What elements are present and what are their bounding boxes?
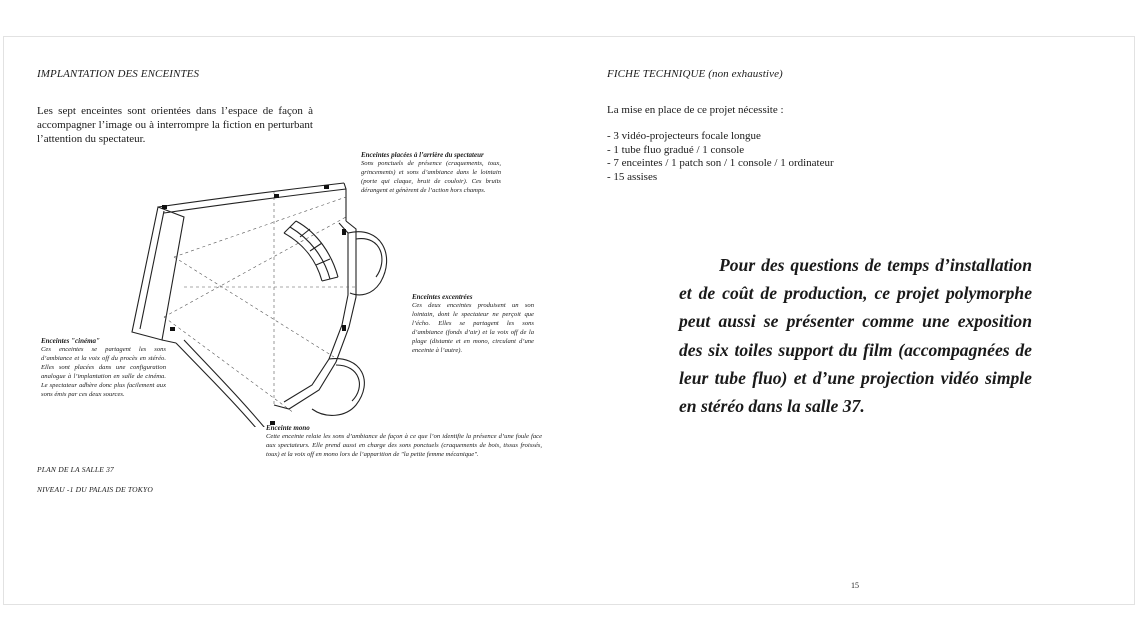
right-heading	[607, 68, 783, 80]
annotation-cinema-title: Enceintes "cinéma"	[41, 337, 100, 345]
floor-plan-drawing	[124, 177, 414, 427]
speaker-2	[274, 194, 279, 198]
caption-level: NIVEAU -1 DU PALAIS DE TOKYO	[37, 485, 153, 494]
speaker-1	[162, 205, 167, 209]
annotation-rear	[361, 151, 501, 195]
speaker-6	[170, 327, 175, 331]
annotation-rear-text: Sons ponctuels de présence (craquements, toux, grincements) et sons d’ambiance dans le lointain (porte qui claque, bruit de couloir). Ces bruits dérangent et génèrent de l’action hors champs.	[361, 160, 501, 194]
right-heading-note: (non exhaustive)	[708, 68, 783, 80]
right-intro: La mise en place de ce projet nécessite :	[607, 104, 784, 116]
caption-plan: PLAN DE LA SALLE 37	[37, 465, 115, 474]
annotation-offset-text: Ces deux enceintes produisent un son lointain, dont le spectateur ne perçoit que l’écho. Elles se partagent les sons d’ambiance (fonds d’air) et la voix off de la plage (distante et en mono, circulant d’une enceinte à l’autre).	[412, 302, 534, 354]
annotation-cinema-text: Ces enceintes se partagent les sons d’ambiance et la voix off du procès en stéréo. Elles sont placées dans une configuration analogue à l’implantation en salle de cinéma. Le spectateur adhère donc plus facilement aux sons émis par ces deux sources.	[41, 346, 166, 398]
annotation-mono-title: Enceinte mono	[266, 424, 310, 432]
speaker-5	[342, 325, 346, 331]
equipment-item: - 1 tube fluo gradué / 1 console	[607, 143, 745, 156]
speaker-4	[342, 229, 346, 235]
speaker-3	[324, 185, 329, 189]
left-heading: IMPLANTATION DES ENCEINTES	[37, 68, 200, 80]
right-heading-title: FICHE TECHNIQUE	[607, 68, 706, 80]
page-number: 15	[851, 581, 859, 590]
book-spread	[3, 36, 1135, 605]
left-intro: Les sept enceintes sont orientées dans l’espace de façon à accompagner l’image ou à interrompre la fiction en perturbant l’attention du spectateur.	[37, 105, 313, 145]
plan-alcove-top	[348, 232, 387, 295]
plan-alcove-bottom	[312, 359, 364, 416]
equipment-item: - 3 vidéo-projecteurs focale longue	[607, 130, 761, 142]
annotation-mono	[266, 424, 542, 459]
equipment-item: - 15 assises	[607, 170, 658, 183]
annotation-offset	[412, 293, 534, 355]
equipment-list	[607, 130, 907, 184]
annotation-offset-title: Enceintes excentrées	[412, 293, 473, 301]
annotation-rear-title: Enceintes placées à l’arrière du spectateur	[361, 151, 484, 159]
annotation-cinema	[41, 337, 166, 399]
plan-left-wall	[132, 207, 184, 340]
annotation-mono-text: Cette enceinte relaie les sons d’ambiance de façon à ce que l’on identifie la présence d’une foule face aux spectateurs. Elle prend aussi en charge des sons ponctuels (craquements de bois, tissus froissés, toux) et la voix off en mono lors de l’apparition de "la petite femme mécanique".	[266, 433, 542, 458]
equipment-item: - 7 enceintes / 1 patch son / 1 console / 1 ordinateur	[607, 157, 834, 169]
statement-paragraph: Pour des questions de temps d’installation et de coût de production, ce projet polymorphe peut aussi se présenter comme une exposition des six toiles support du film (accompagnées de leur tube fluo) et d’une projection vidéo simple en stéréo dans la salle 37.	[679, 255, 1032, 417]
